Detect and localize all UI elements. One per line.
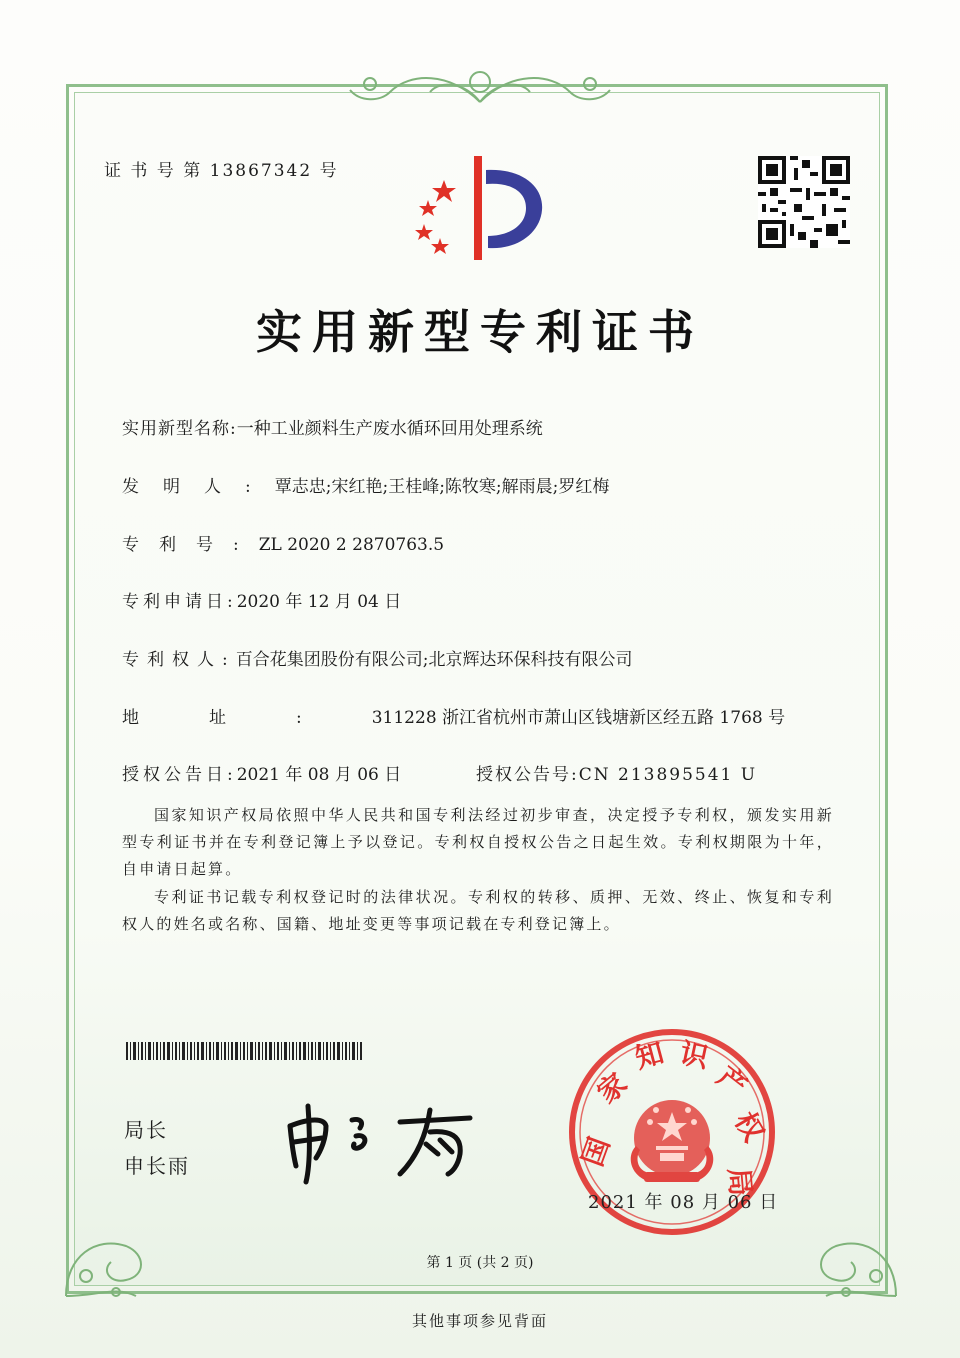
certificate-number — [104, 156, 339, 181]
footer-note: 其他事项参见背面 — [411, 1312, 548, 1330]
field-utility-model-name — [122, 414, 543, 439]
svg-text:知: 知 — [631, 1035, 668, 1076]
cnipa-logo-icon — [404, 150, 554, 265]
svg-text:产: 产 — [710, 1059, 754, 1103]
field-label: 专利权人: — [122, 650, 236, 670]
svg-text:家: 家 — [590, 1066, 634, 1110]
certificate-number-suffix: 号 — [319, 161, 339, 181]
field-value: 一种工业颜料生产废水循环回用处理系统 — [236, 419, 543, 439]
field-patent-number — [122, 530, 444, 555]
svg-text:局: 局 — [722, 1166, 758, 1198]
field-label: 发明人: — [122, 477, 275, 497]
director-title: 局长 — [124, 1118, 168, 1142]
page-number: 第 1 页 (共 2 页) — [426, 1255, 534, 1271]
field-value: 2021 年 08 月 06 日 — [236, 765, 402, 785]
field-label: 授权公告日: — [122, 765, 237, 785]
field-label: 专利号: — [122, 535, 259, 555]
field-value: 311228 浙江省杭州市萧山区钱塘新区经五路 1768 号 — [371, 708, 786, 728]
field-label: 地址: — [122, 708, 372, 728]
field-value: ZL 2020 2 2870763.5 — [258, 535, 445, 555]
field-grant-date — [122, 760, 401, 785]
director-name: 申长雨 — [124, 1154, 190, 1178]
field-grant-number — [476, 760, 757, 785]
field-value: 2020 年 12 月 04 日 — [236, 592, 402, 612]
corner-ornament-br — [796, 1196, 906, 1306]
certificate-number-label: 证 书 号 第 — [104, 161, 203, 181]
document-title: 实用新型专利证书 — [256, 305, 704, 359]
handwritten-signature — [280, 1096, 480, 1186]
certificate-number-value: 13867342 — [209, 161, 313, 181]
svg-text:识: 识 — [677, 1036, 712, 1075]
field-value: 覃志忠;宋红艳;王桂峰;陈牧寒;解雨晨;罗红梅 — [274, 477, 610, 497]
top-ornament — [330, 62, 630, 108]
svg-text:权: 权 — [728, 1106, 771, 1148]
field-address — [122, 703, 785, 728]
field-patentee — [122, 645, 632, 670]
legal-paragraph-2: 专利证书记载专利权登记时的法律状况。专利权的转移、质押、无效、终止、恢复和专利权人的姓名或名称、国籍、地址变更等事项记载在专利登记簿上。 — [122, 888, 834, 933]
barcode-icon — [126, 1042, 364, 1060]
legal-paragraph-1: 国家知识产权局依照中华人民共和国专利法经过初步审查，决定授予专利权，颁发实用新型专利证书并在专利登记簿上予以登记。专利权自授权公告之日起生效。专利权期限为十年，自申请日起算。 — [122, 806, 834, 878]
field-value: CN 213895541 U — [578, 765, 758, 785]
field-filing-date — [122, 587, 401, 612]
seal-date: 2021 年 08 月 06 日 — [588, 1192, 779, 1213]
corner-ornament-bl — [56, 1196, 166, 1306]
field-value: 百合花集团股份有限公司;北京辉达环保科技有限公司 — [235, 650, 633, 670]
field-label: 专利申请日: — [122, 592, 237, 612]
field-label: 授权公告号: — [476, 765, 579, 785]
field-label: 实用新型名称: — [122, 419, 237, 439]
qr-code-icon — [758, 156, 850, 248]
svg-text:国: 国 — [575, 1132, 617, 1171]
field-inventor — [122, 472, 609, 497]
